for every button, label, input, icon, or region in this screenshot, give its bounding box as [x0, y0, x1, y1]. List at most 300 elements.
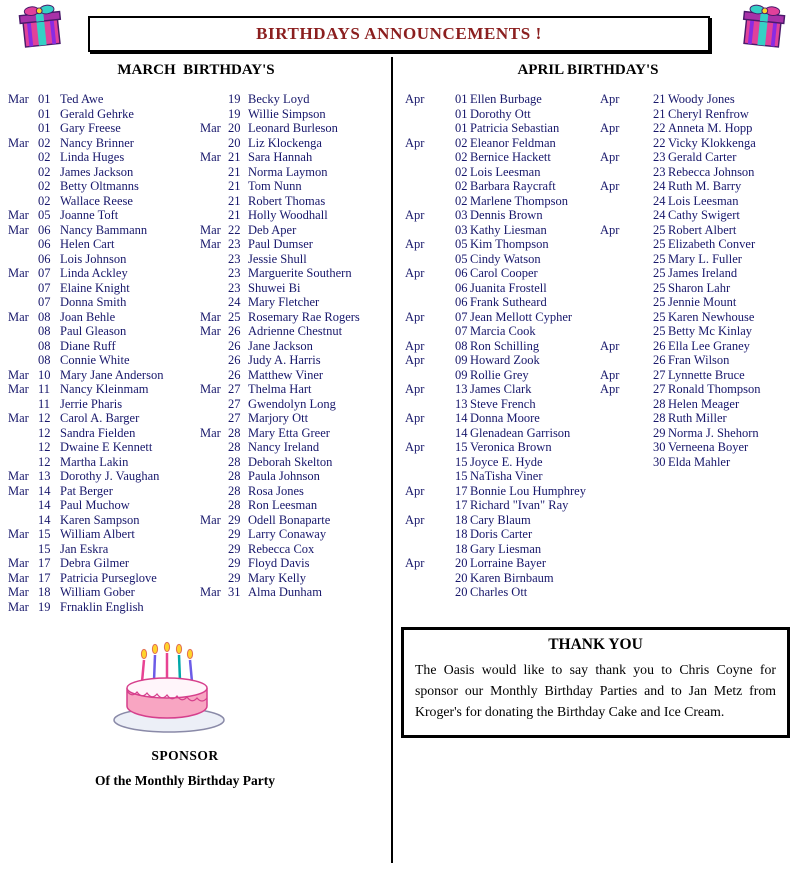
name-label: Sharon Lahr — [668, 280, 731, 295]
name-label: Juanita Frostell — [470, 280, 547, 295]
birthday-row — [200, 426, 390, 441]
birthday-row — [8, 498, 194, 513]
month-label: Apr — [600, 338, 620, 353]
month-label — [200, 194, 228, 209]
birthday-row — [405, 107, 597, 122]
name-label: Jane Jackson — [248, 338, 313, 353]
month-label — [600, 107, 653, 122]
day-label: 31 — [228, 585, 241, 599]
month-label: Apr — [405, 266, 425, 280]
day-label: 19 — [38, 599, 51, 614]
day-label: 17 — [38, 556, 51, 570]
month-label: Apr — [405, 92, 425, 106]
month-label — [200, 455, 228, 470]
day-label: 09 — [455, 353, 468, 367]
day-label: 25 — [653, 280, 666, 295]
name-label: Anneta M. Hopp — [668, 121, 753, 135]
name-label: Thelma Hart — [248, 382, 312, 396]
birthday-row — [600, 411, 796, 426]
month-label — [600, 165, 653, 180]
day-label: 02 — [38, 179, 51, 193]
birthday-row — [600, 324, 796, 339]
day-label: 21 — [228, 150, 241, 164]
day-label: 18 — [38, 585, 51, 599]
birthday-row — [8, 527, 194, 542]
birthday-row — [405, 150, 597, 165]
day-label: 27 — [228, 396, 241, 411]
birthday-row — [600, 194, 796, 209]
day-label: 03 — [455, 208, 468, 222]
month-label — [600, 136, 653, 151]
month-label — [200, 368, 228, 383]
name-label: James Jackson — [60, 164, 134, 179]
birthday-row — [600, 179, 796, 194]
name-label: Robert Thomas — [248, 193, 326, 208]
month-label — [200, 165, 228, 180]
day-label: 21 — [653, 92, 666, 106]
day-label: 27 — [228, 382, 241, 396]
name-label: Paul Dumser — [248, 237, 313, 251]
month-label — [405, 165, 455, 180]
name-label: Donna Moore — [470, 411, 540, 425]
day-label: 05 — [455, 251, 468, 266]
birthday-row — [600, 223, 796, 238]
day-label: 28 — [228, 454, 241, 469]
month-label — [405, 571, 455, 586]
day-label: 05 — [38, 208, 51, 222]
name-label: Lois Johnson — [60, 251, 127, 266]
month-label — [405, 121, 455, 136]
birthday-row — [200, 397, 390, 412]
month-label — [200, 542, 228, 557]
birthday-row — [405, 513, 597, 528]
birthday-row — [405, 585, 597, 600]
month-label — [600, 266, 653, 281]
day-label: 25 — [653, 295, 666, 309]
day-label: 01 — [455, 121, 468, 135]
birthday-row — [600, 295, 796, 310]
name-label: Tom Nunn — [248, 179, 302, 193]
day-label: 03 — [455, 222, 468, 237]
birthday-row — [200, 527, 390, 542]
birthday-row — [200, 469, 390, 484]
day-label: 25 — [653, 251, 666, 266]
birthday-row — [600, 136, 796, 151]
sponsor-block — [55, 748, 315, 789]
name-label: Dorothy J. Vaughan — [60, 469, 160, 483]
birthday-row — [8, 455, 194, 470]
day-label: 06 — [38, 237, 51, 251]
month-label: Mar — [8, 367, 29, 382]
name-label: Holly Woodhall — [248, 208, 328, 222]
month-label: Mar — [200, 324, 221, 338]
day-label: 26 — [228, 324, 241, 338]
day-label: 08 — [455, 338, 468, 353]
name-label: Matthew Viner — [248, 367, 324, 382]
day-label: 20 — [228, 121, 241, 135]
name-label: Rebecca Cox — [248, 541, 315, 556]
day-label: 09 — [455, 367, 468, 382]
name-label: Ted Awe — [60, 92, 104, 106]
day-label: 05 — [455, 237, 468, 251]
name-label: Betty Mc Kinlay — [668, 324, 753, 338]
month-label: Mar — [200, 309, 221, 324]
month-label — [200, 266, 228, 281]
birthday-row — [405, 179, 597, 194]
month-label — [600, 281, 653, 296]
birthday-row — [8, 324, 194, 339]
month-label — [600, 310, 653, 325]
birthday-row — [600, 440, 796, 455]
name-label: Gary Liesman — [470, 541, 542, 556]
day-label: 26 — [653, 353, 666, 367]
day-label: 11 — [38, 396, 51, 411]
day-label: 23 — [228, 251, 241, 266]
month-label: Mar — [200, 512, 221, 527]
birthday-row — [8, 513, 194, 528]
birthday-row — [600, 165, 796, 180]
name-label: Cheryl Renfrow — [668, 106, 749, 121]
day-label: 29 — [228, 556, 241, 570]
month-label — [600, 440, 653, 455]
day-label: 12 — [38, 411, 51, 425]
name-label: Frank Sutheard — [470, 295, 547, 309]
month-label: Mar — [8, 208, 29, 222]
name-label: Lynnette Bruce — [668, 367, 745, 382]
name-label: Dennis Brown — [470, 208, 543, 222]
month-label: Apr — [600, 92, 620, 106]
day-label: 06 — [38, 222, 51, 237]
name-label: William Albert — [60, 527, 135, 541]
day-label: 26 — [228, 367, 241, 382]
name-label: Ruth Miller — [668, 411, 727, 425]
name-label: Donna Smith — [60, 295, 127, 309]
month-label — [405, 107, 455, 122]
day-label: 23 — [228, 237, 241, 251]
name-label: Cary Blaum — [470, 512, 531, 527]
day-label: 13 — [38, 469, 51, 483]
april-birthday-list-col1 — [405, 92, 597, 600]
name-label: Kim Thompson — [470, 237, 549, 251]
birthday-row — [405, 484, 597, 499]
month-label — [200, 484, 228, 499]
birthday-row — [8, 150, 194, 165]
name-label: Ella Lee Graney — [668, 338, 750, 353]
name-label: Marcia Cook — [470, 324, 536, 338]
march-birthday-list-col1 — [8, 92, 194, 614]
name-label: Helen Cart — [60, 237, 115, 251]
day-label: 26 — [228, 353, 241, 367]
name-label: Linda Ackley — [60, 266, 128, 280]
birthday-row — [600, 455, 796, 470]
birthday-row — [200, 295, 390, 310]
month-label — [600, 237, 653, 252]
name-label: NaTisha Viner — [470, 469, 543, 483]
name-label: Kathy Liesman — [470, 222, 547, 237]
month-label: Mar — [8, 585, 29, 599]
birthday-row — [405, 368, 597, 383]
day-label: 01 — [38, 92, 51, 106]
month-label: Mar — [8, 527, 29, 541]
month-label — [8, 179, 38, 194]
day-label: 28 — [228, 440, 241, 454]
birthday-row — [200, 324, 390, 339]
day-label: 26 — [228, 338, 241, 353]
day-label: 08 — [38, 353, 51, 367]
birthday-row — [405, 208, 597, 223]
birthday-row — [405, 165, 597, 180]
birthday-row — [8, 208, 194, 223]
birthday-row — [200, 382, 390, 397]
day-label: 15 — [38, 527, 51, 541]
birthday-row — [8, 542, 194, 557]
birthday-row — [405, 266, 597, 281]
month-label: Mar — [8, 570, 29, 585]
name-label: Linda Huges — [60, 150, 125, 164]
name-label: Eleanor Feldman — [470, 135, 556, 150]
month-label — [405, 324, 455, 339]
birthday-row — [405, 426, 597, 441]
birthday-row — [600, 382, 796, 397]
name-label: Glenadean Garrison — [470, 425, 571, 440]
birthday-row — [200, 223, 390, 238]
name-label: Mary Kelly — [248, 570, 306, 585]
day-label: 25 — [653, 309, 666, 324]
day-label: 27 — [653, 382, 666, 396]
month-label — [600, 194, 653, 209]
name-label: Nancy Ireland — [248, 440, 320, 454]
name-label: Ronald Thompson — [668, 382, 761, 396]
birthday-row — [8, 223, 194, 238]
name-label: Marlene Thompson — [470, 193, 569, 208]
birthday-row — [8, 107, 194, 122]
month-label — [200, 469, 228, 484]
month-label: Mar — [200, 121, 221, 135]
name-label: Karen Birnbaum — [470, 570, 554, 585]
month-label — [600, 295, 653, 310]
month-label — [405, 194, 455, 209]
month-label: Mar — [8, 556, 29, 570]
day-label: 19 — [228, 106, 241, 121]
name-label: Pat Berger — [60, 483, 113, 498]
month-label — [600, 353, 653, 368]
birthday-row — [200, 266, 390, 281]
month-label — [8, 107, 38, 122]
name-label: Nancy Brinner — [60, 135, 134, 150]
name-label: Mary Fletcher — [248, 295, 320, 309]
month-label: Apr — [405, 411, 425, 425]
month-label: Mar — [200, 150, 221, 164]
birthday-row — [600, 339, 796, 354]
day-label: 17 — [455, 483, 468, 498]
name-label: Debra Gilmer — [60, 556, 130, 570]
name-label: Cathy Swigert — [668, 208, 740, 222]
birthday-row — [8, 397, 194, 412]
day-label: 17 — [38, 570, 51, 585]
day-label: 24 — [653, 208, 666, 222]
birthday-row — [8, 556, 194, 571]
birthday-row — [600, 368, 796, 383]
name-label: Rosa Jones — [248, 483, 304, 498]
month-label — [8, 324, 38, 339]
day-label: 25 — [228, 309, 241, 324]
birthday-row — [405, 252, 597, 267]
birthday-row — [8, 469, 194, 484]
name-label: Sara Hannah — [248, 150, 313, 164]
day-label: 29 — [228, 541, 241, 556]
birthday-row — [200, 179, 390, 194]
thank-you-text: The Oasis would like to say thank you to Chris Coyne for sponsor our Monthly Birthday Parties and to Jan Metz from Kroger's for donating the Birthday Cake and Ice Cream. — [415, 662, 776, 719]
birthday-row — [8, 368, 194, 383]
name-label: Woody Jones — [668, 92, 735, 106]
month-label — [600, 324, 653, 339]
day-label: 02 — [455, 164, 468, 179]
month-label — [405, 455, 455, 470]
birthday-row — [200, 585, 390, 600]
name-label: Gerald Gehrke — [60, 106, 134, 121]
month-label: Apr — [405, 309, 425, 324]
name-label: Leonard Burleson — [248, 121, 338, 135]
day-label: 22 — [228, 222, 241, 237]
birthday-row — [200, 484, 390, 499]
day-label: 15 — [38, 541, 51, 556]
day-label: 21 — [653, 106, 666, 121]
birthday-row — [600, 107, 796, 122]
birthday-row — [405, 498, 597, 513]
month-label — [8, 397, 38, 412]
name-label: Carol Cooper — [470, 266, 538, 280]
name-label: Diane Ruff — [60, 338, 116, 353]
birthday-cake-icon — [102, 636, 232, 748]
name-label: Frnaklin English — [60, 599, 144, 614]
month-label — [8, 194, 38, 209]
day-label: 25 — [653, 237, 666, 251]
day-label: 06 — [455, 280, 468, 295]
name-label: Betty Oltmanns — [60, 179, 139, 193]
birthday-row — [600, 353, 796, 368]
birthday-row — [8, 571, 194, 586]
birthday-row — [200, 252, 390, 267]
day-label: 29 — [228, 527, 241, 541]
day-label: 02 — [455, 135, 468, 150]
month-label — [200, 571, 228, 586]
name-label: Jerrie Pharis — [60, 396, 123, 411]
birthday-row — [8, 92, 194, 107]
birthday-row — [200, 281, 390, 296]
name-label: Verneena Boyer — [668, 440, 749, 454]
birthday-row — [200, 237, 390, 252]
birthday-row — [405, 194, 597, 209]
day-label: 10 — [38, 367, 51, 382]
month-label — [600, 411, 653, 426]
month-label — [600, 397, 653, 412]
name-label: Cindy Watson — [470, 251, 541, 266]
birthday-row — [600, 121, 796, 136]
name-label: Becky Loyd — [248, 92, 310, 106]
day-label: 07 — [38, 266, 51, 280]
day-label: 06 — [455, 266, 468, 280]
name-label: Mary Etta Greer — [248, 425, 330, 440]
birthday-row — [200, 498, 390, 513]
day-label: 13 — [455, 396, 468, 411]
name-label: Larry Conaway — [248, 527, 327, 541]
day-label: 20 — [228, 135, 241, 150]
name-label: Deborah Skelton — [248, 454, 333, 469]
birthday-row — [8, 252, 194, 267]
day-label: 21 — [228, 164, 241, 179]
name-label: Karen Sampson — [60, 512, 140, 527]
day-label: 18 — [455, 527, 468, 541]
gift-icon — [16, 4, 66, 52]
day-label: 28 — [228, 498, 241, 512]
day-label: 28 — [228, 469, 241, 483]
name-label: Odell Bonaparte — [248, 512, 331, 527]
name-label: Doris Carter — [470, 527, 533, 541]
month-label: Mar — [8, 599, 29, 614]
month-label — [8, 542, 38, 557]
name-label: Robert Albert — [668, 222, 737, 237]
day-label: 02 — [455, 150, 468, 164]
name-label: Mary Jane Anderson — [60, 367, 164, 382]
birthday-row — [405, 136, 597, 151]
birthday-row — [200, 310, 390, 325]
birthday-row — [405, 469, 597, 484]
month-label: Mar — [8, 92, 29, 106]
day-label: 15 — [455, 454, 468, 469]
name-label: Liz Klockenga — [248, 135, 322, 150]
day-label: 20 — [455, 556, 468, 570]
birthday-row — [200, 194, 390, 209]
name-label: Joanne Toft — [60, 208, 119, 222]
day-label: 06 — [38, 251, 51, 266]
month-label — [8, 121, 38, 136]
month-label — [600, 455, 653, 470]
month-label — [405, 585, 455, 600]
month-label — [8, 150, 38, 165]
month-label: Apr — [405, 208, 425, 222]
month-label — [405, 150, 455, 165]
birthday-row — [8, 266, 194, 281]
day-label: 29 — [228, 512, 241, 527]
day-label: 14 — [38, 512, 51, 527]
month-label — [200, 339, 228, 354]
day-label: 30 — [653, 440, 666, 454]
month-label — [200, 411, 228, 426]
day-label: 20 — [455, 585, 468, 599]
day-label: 21 — [228, 208, 241, 222]
name-label: Rosemary Rae Rogers — [248, 309, 360, 324]
month-label — [405, 542, 455, 557]
name-label: Jan Eskra — [60, 541, 109, 556]
day-label: 24 — [228, 295, 241, 309]
name-label: Elizabeth Conver — [668, 237, 756, 251]
day-label: 25 — [653, 324, 666, 338]
month-label — [8, 252, 38, 267]
sponsor-subtitle: Of the Monthly Birthday Party — [95, 773, 275, 788]
birthday-row — [8, 121, 194, 136]
birthday-row — [405, 556, 597, 571]
day-label: 01 — [38, 106, 51, 121]
month-label — [405, 281, 455, 296]
day-label: 28 — [228, 483, 241, 498]
page-title: BIRTHDAYS ANNOUNCEMENTS ! — [256, 24, 542, 43]
month-label — [200, 527, 228, 542]
day-label: 08 — [38, 324, 51, 338]
birthday-row — [8, 353, 194, 368]
birthday-row — [8, 411, 194, 426]
birthday-row — [200, 542, 390, 557]
month-label — [405, 295, 455, 310]
